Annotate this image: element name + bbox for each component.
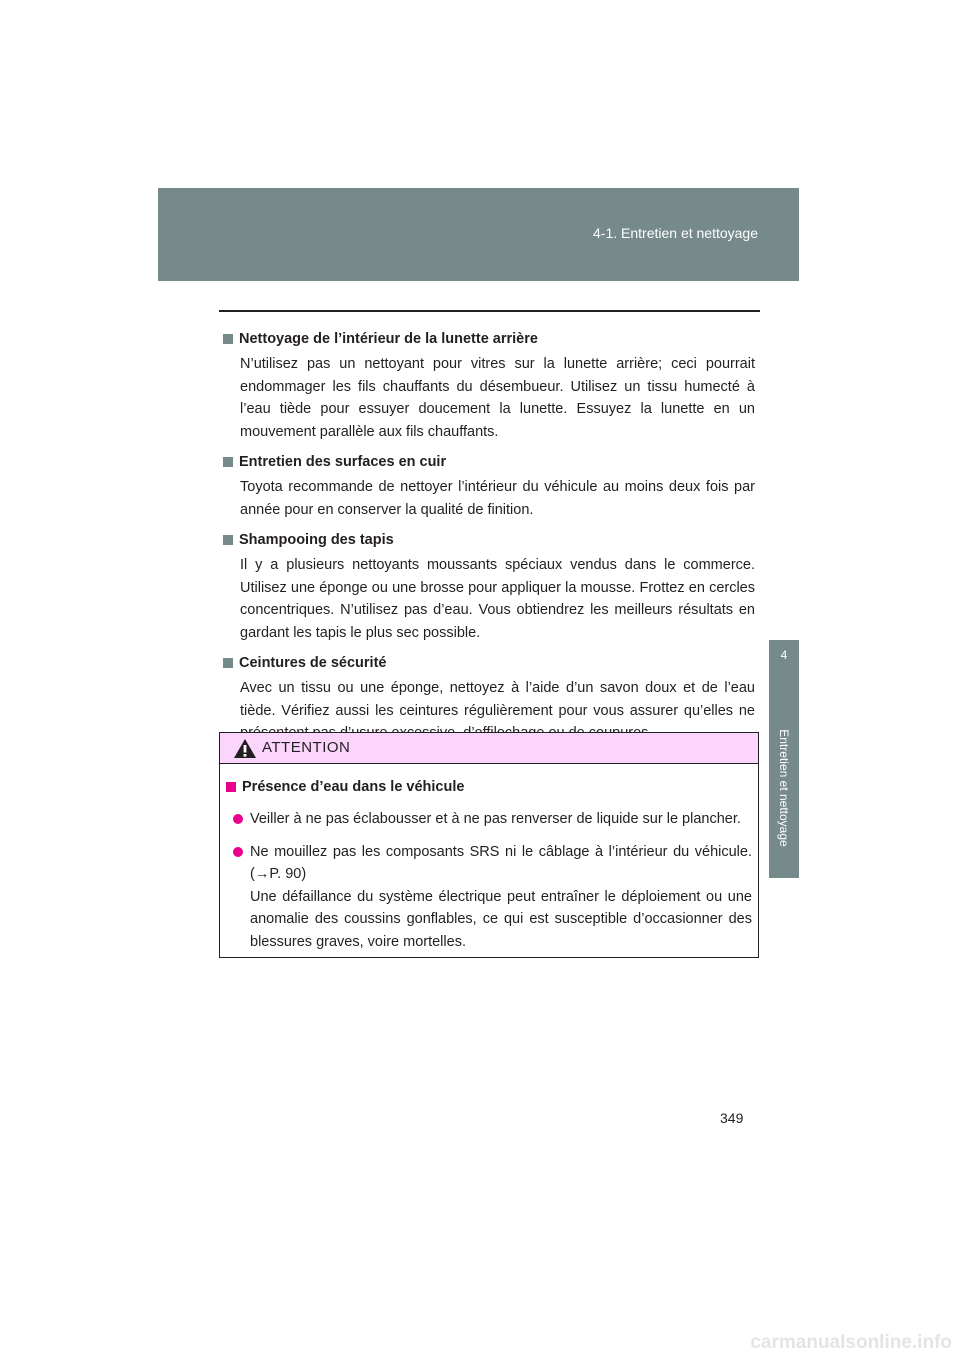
chapter-title: 4-1. Entretien et nettoyage [593, 225, 758, 241]
bullet-text-continued: Une défaillance du système électrique peut entraîner le déploiement ou une anomalie des coussins gonflables, ce qui est susceptible d’occasionner des blessures graves, voire mortelles. [250, 888, 752, 950]
chapter-header [158, 188, 799, 281]
attention-bullet [226, 808, 752, 831]
section-title: Nettoyage de l’intérieur de la lunette arrière [239, 331, 538, 347]
section-title: Ceintures de sécurité [239, 655, 387, 671]
warning-triangle-icon [233, 738, 257, 759]
section-title: Shampooing des tapis [239, 532, 394, 548]
section-body: Toyota recommande de nettoyer l’intérieur du véhicule au moins deux fois par année pour en conserver la qualité de finition. [240, 479, 755, 518]
section-square-icon [223, 658, 233, 668]
svg-text:carmanualsonline.info: carmanualsonline.info [750, 1332, 952, 1353]
page-number: 349 [720, 1110, 744, 1126]
section-seatbelts [223, 652, 755, 745]
section-square-icon [226, 782, 236, 792]
section-square-icon [223, 457, 233, 467]
attention-header [220, 733, 758, 764]
section-leather [223, 451, 755, 521]
attention-box [219, 732, 759, 958]
section-title: Entretien des surfaces en cuir [239, 454, 447, 470]
attention-section-title: Présence d’eau dans le véhicule [242, 779, 465, 795]
bullet-text: Veiller à ne pas éclabousser et à ne pas renverser de liquide sur le plancher. [250, 811, 741, 827]
section-body: Il y a plusieurs nettoyants moussants spéciaux vendus dans le commerce. Utilisez une éponge ou une brosse pour appliquer la mousse. Frottez en cercles concentriques. N’utilisez pas d’eau. Vous obtiendrez les meilleurs résultats en gardant les tapis le plus sec possible. [240, 557, 755, 641]
attention-bullet [226, 841, 752, 954]
bullet-text: Ne mouillez pas les composants SRS ni le câblage à l’intérieur du véhicule. (→P. 90) [250, 843, 752, 882]
chapter-side-tab [769, 640, 799, 878]
section-carpet [223, 529, 755, 644]
main-content [223, 328, 755, 753]
section-square-icon [223, 535, 233, 545]
section-square-icon [223, 334, 233, 344]
section-body: N’utilisez pas un nettoyant pour vitres sur la lunette arrière; ceci pourrait endommager les fils chauffants du désembueur. Utilisez un tissu humecté à l’eau tiède pour essuyer doucement la lunette. Essuyez la lunette en un mouvement parallèle aux fils chauffants. [240, 356, 755, 440]
bullet-dot-icon [233, 847, 243, 857]
top-rule [219, 310, 760, 312]
attention-body [220, 764, 758, 953]
section-rear-window [223, 328, 755, 443]
chapter-side-label: Entretien et nettoyage [777, 729, 791, 847]
section-body: Avec un tissu ou une éponge, nettoyez à l’aide d’un savon doux et de l’eau tiède. Vérifiez aussi les ceintures régulièrement pour vous assurer qu’elles ne [240, 680, 755, 719]
watermark-logo [720, 1318, 960, 1358]
attention-label: ATTENTION [262, 739, 351, 756]
chapter-number: 4 [780, 648, 788, 662]
bullet-dot-icon [233, 814, 243, 824]
